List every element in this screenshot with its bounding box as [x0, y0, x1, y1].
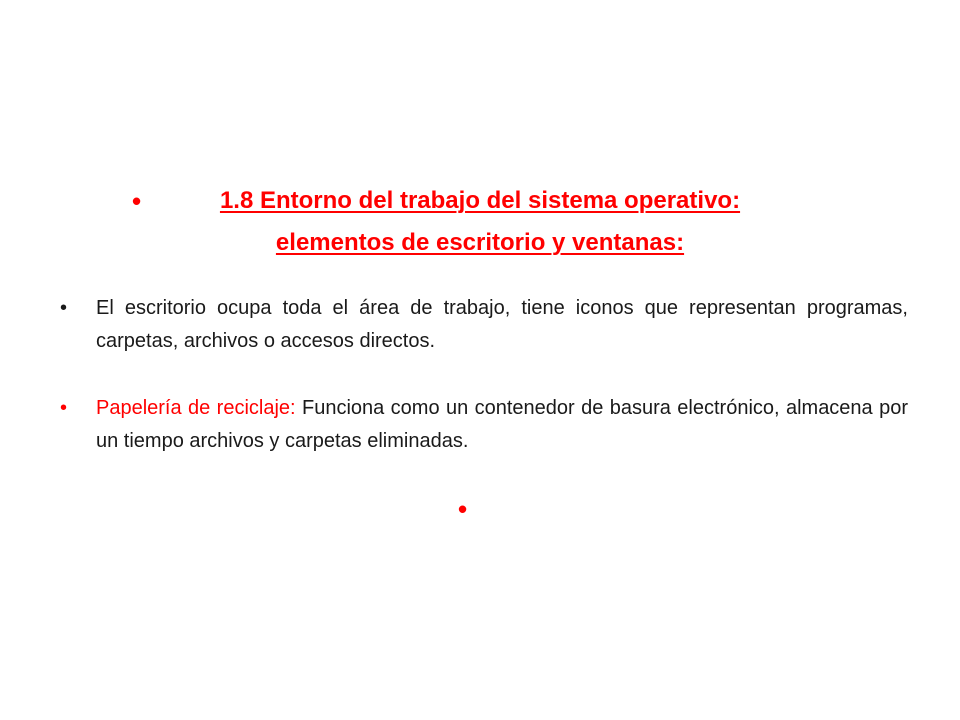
title-bullet: •	[132, 186, 142, 216]
paragraph-bullet: •	[60, 397, 68, 419]
title-line-2: elementos de escritorio y ventanas:	[275, 229, 685, 256]
paragraph-text: El escritorio ocupa toda el área de trabajo, tiene iconos que representan programas, carpetas, archivos o accesos directos.	[96, 297, 908, 352]
paragraph-text: Funciona como un contenedor de basura electrónico, almacena por un tiempo archivos y carpetas eliminadas.	[96, 397, 908, 452]
paragraph-bullet: •	[60, 297, 68, 319]
title-line-1: 1.8 Entorno del trabajo del sistema operativo:	[219, 187, 741, 214]
slide-title	[130, 180, 830, 264]
empty-bullet: •	[458, 494, 468, 524]
paragraph-escritorio	[60, 292, 908, 358]
paragraph-papeleria	[60, 392, 908, 458]
paragraph-label: Papelería de reciclaje:	[96, 397, 296, 419]
